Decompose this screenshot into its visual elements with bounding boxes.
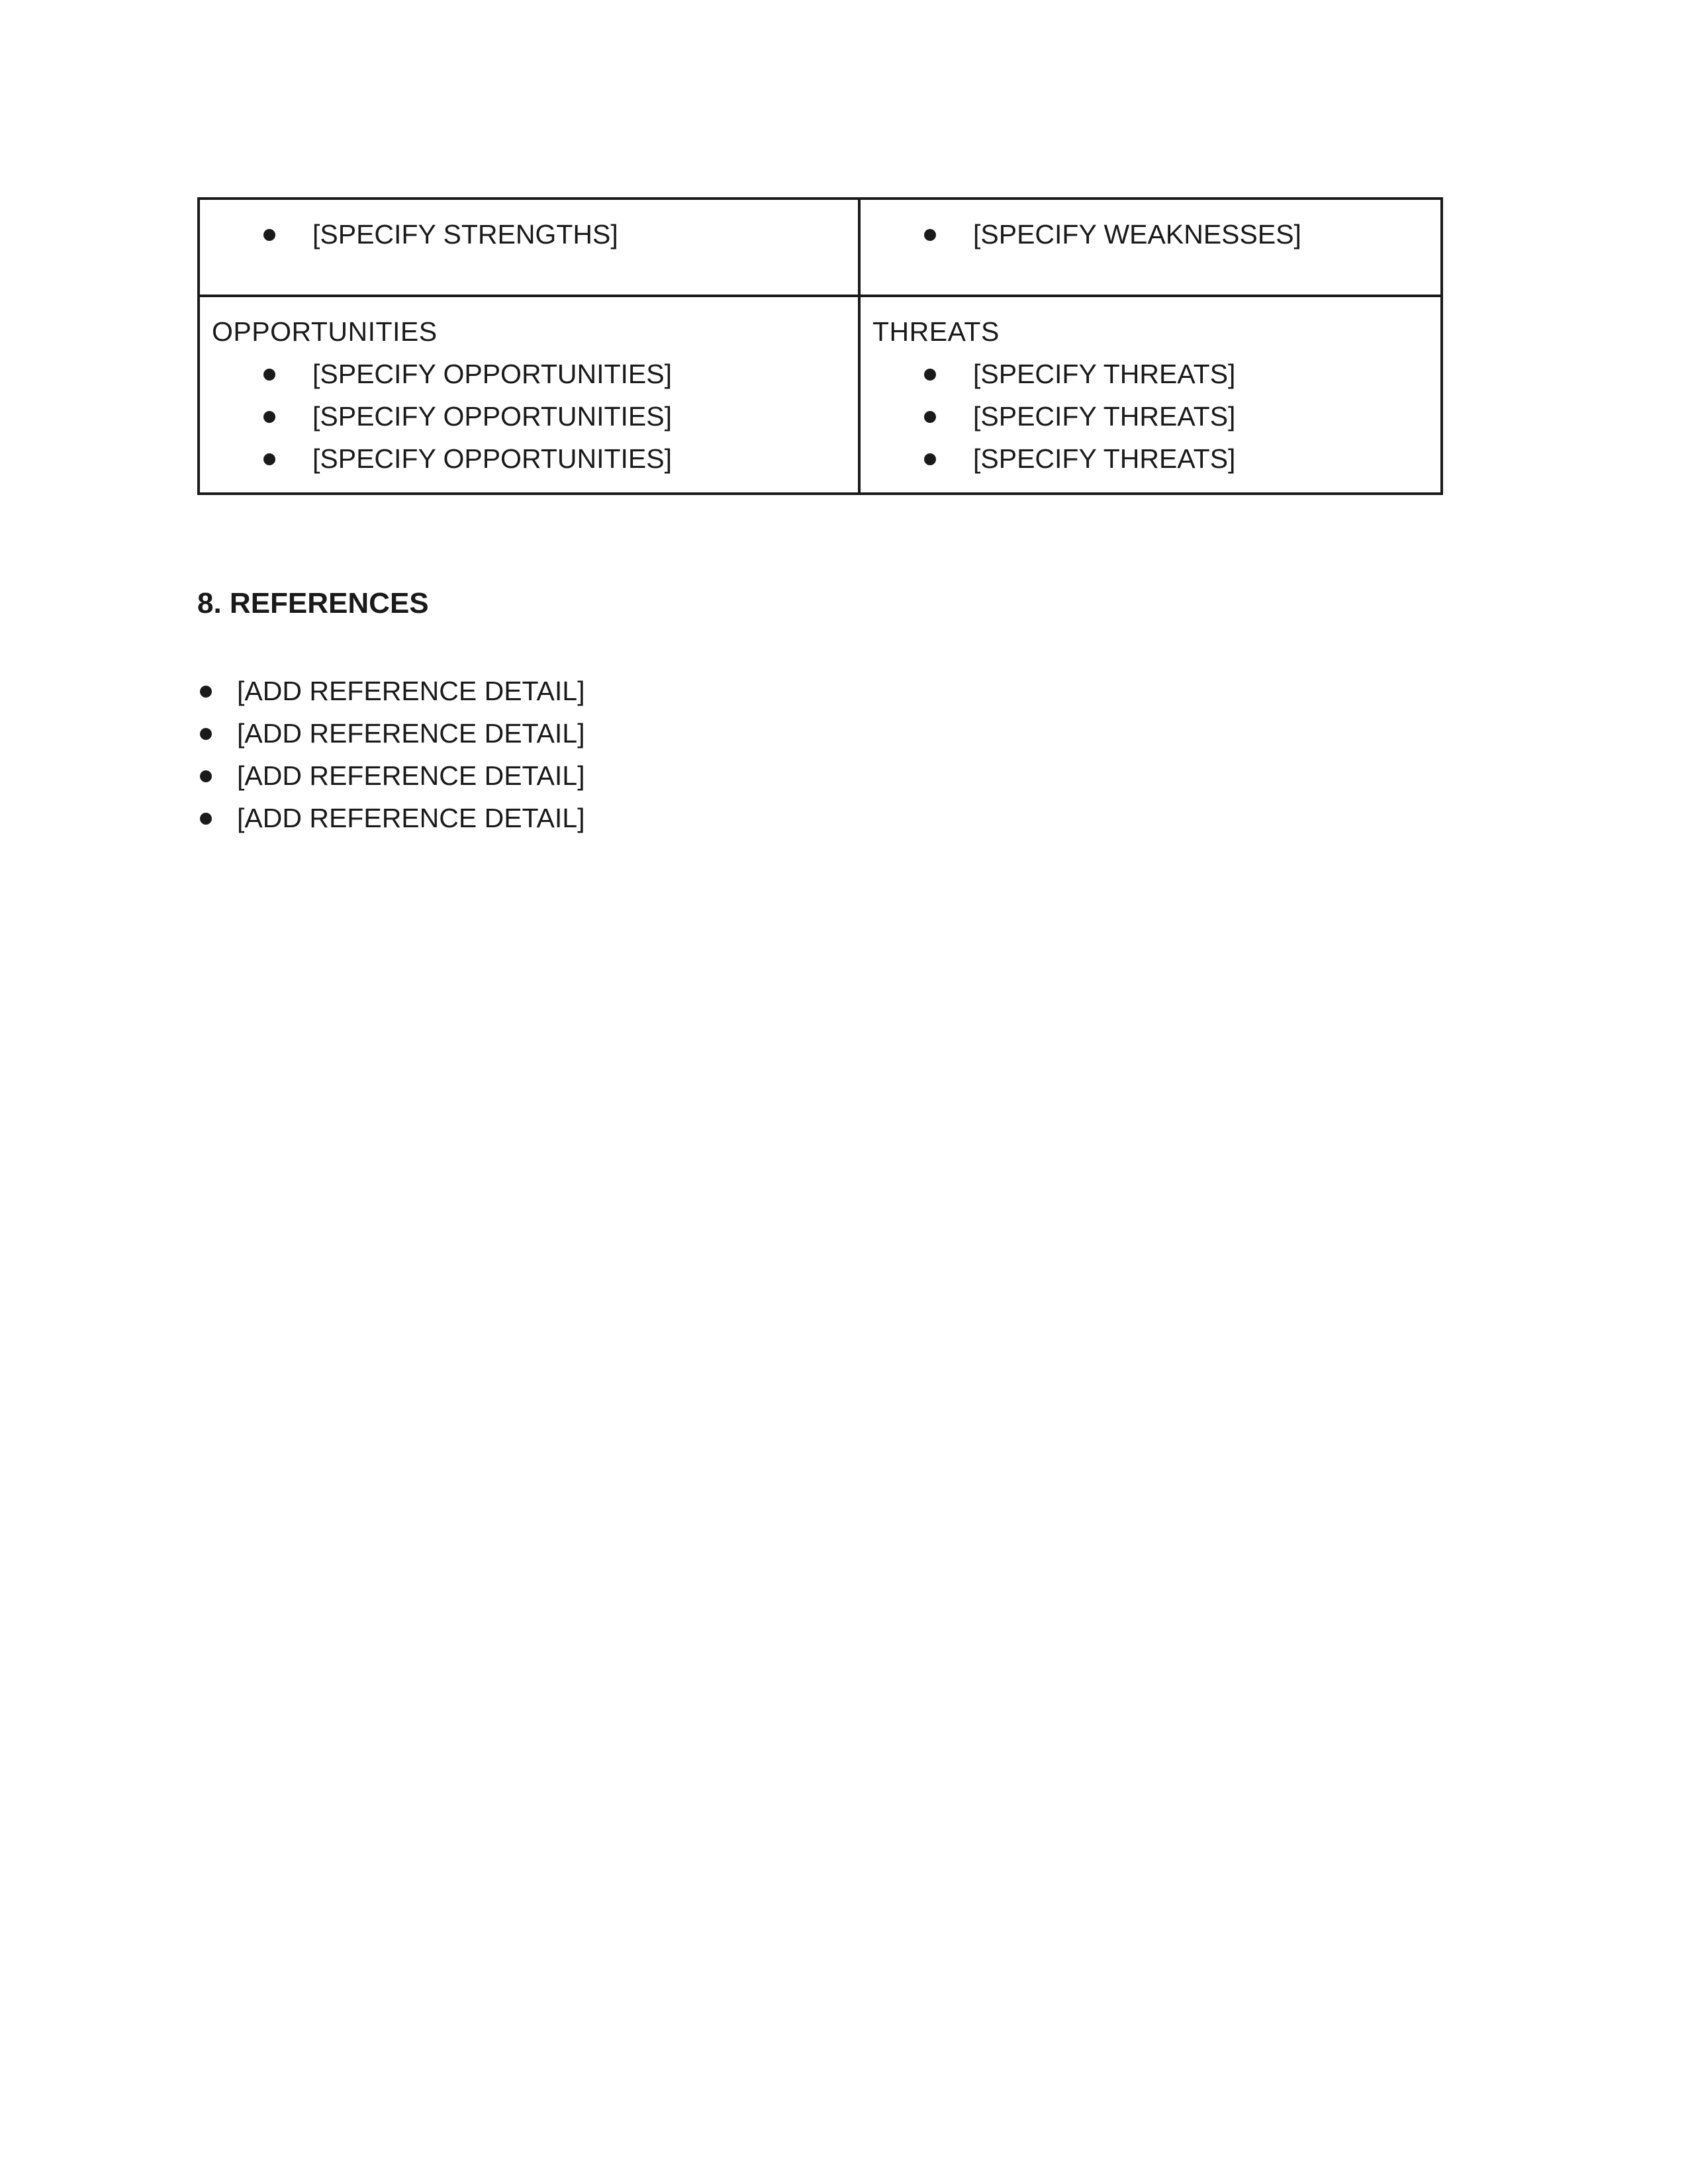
bullet-icon [924,229,936,241]
threats-cell[interactable] [859,296,1442,494]
opportunity-text: [SPECIFY OPPORTUNITIES] [312,401,672,432]
list-item [872,437,1440,480]
swot-table [197,197,1443,495]
list-item [212,395,858,437]
list-item [872,353,1440,395]
opportunities-list [212,353,858,480]
bullet-icon [924,369,936,381]
threat-text: [SPECIFY THREATS] [973,359,1236,389]
reference-item[interactable] [197,670,585,712]
bullet-icon [924,453,936,465]
references-heading: 8. REFERENCES [197,587,429,619]
bullet-icon [200,728,212,740]
bullet-icon [263,369,275,381]
weaknesses-cell[interactable] [859,199,1442,296]
reference-text: [ADD REFERENCE DETAIL] [237,803,585,833]
bullet-icon [200,770,212,782]
reference-text: [ADD REFERENCE DETAIL] [237,760,585,791]
threats-list [872,353,1440,480]
bullet-icon [263,453,275,465]
weaknesses-list [872,213,1440,255]
bullet-icon [263,229,275,241]
bullet-icon [200,686,212,698]
reference-item[interactable] [197,712,585,754]
references-list [197,670,585,839]
threat-text: [SPECIFY THREATS] [973,443,1236,474]
list-item [212,353,858,395]
reference-item[interactable] [197,754,585,797]
strength-text: [SPECIFY STRENGTHS] [312,219,618,250]
strengths-cell[interactable] [199,199,859,296]
weakness-text: [SPECIFY WEAKNESSES] [973,219,1301,250]
opportunities-heading: OPPORTUNITIES [212,316,438,347]
bullet-icon [924,411,936,423]
threat-text: [SPECIFY THREATS] [973,401,1236,432]
strengths-list [212,213,858,255]
list-item [212,437,858,480]
bullet-icon [263,411,275,423]
swot-row-bottom [199,296,1442,494]
list-item [212,213,858,255]
opportunities-cell[interactable] [199,296,859,494]
reference-text: [ADD REFERENCE DETAIL] [237,676,585,706]
threats-heading: THREATS [872,316,1000,347]
list-item [872,213,1440,255]
bullet-icon [200,813,212,825]
reference-text: [ADD REFERENCE DETAIL] [237,718,585,749]
reference-item[interactable] [197,797,585,839]
opportunity-text: [SPECIFY OPPORTUNITIES] [312,443,672,474]
swot-row-top [199,199,1442,296]
opportunity-text: [SPECIFY OPPORTUNITIES] [312,359,672,389]
list-item [872,395,1440,437]
